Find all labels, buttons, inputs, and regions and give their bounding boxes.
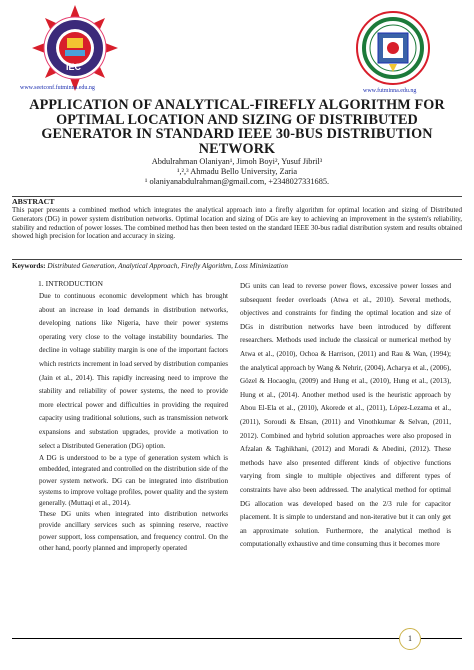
author-names: Abdulrahman Olaniyan¹, Jimoh Boyi², Yusuf Jibril³ xyxy=(151,157,323,166)
abstract-top-rule xyxy=(12,196,462,197)
left-column xyxy=(39,290,228,554)
abstract-bottom-rule xyxy=(12,259,462,260)
intro-paragraph-2: A DG is understood to be a type of generation system which is embedded, integrated and controlled on the distribution side of the power system network. DG can be integrated into distribution systems to improve voltage profiles, power quality and the system generally. (Muttaqi et al., 2014). xyxy=(39,454,228,507)
author-block xyxy=(20,157,454,187)
conference-url[interactable]: www.seetconf.futminna.edu.ng xyxy=(20,85,95,91)
university-url[interactable]: www.futminna.edu.ng xyxy=(363,88,417,94)
page-number: 1 xyxy=(399,628,421,650)
keywords-label: Keywords: xyxy=(12,262,46,270)
author-email: ¹ olaniyanabdulrahman@gmail.com, +2348027331685. xyxy=(144,177,330,186)
intro-paragraph-4: DG units can lead to reverse power flows, excessive power losses and subsequent feeder overloads (Atwa et al., 2010). Several methods, objectives and constraints for finding the optimal location and size of DGs in distribution networks have been introduced by different researchers. Methods used include the classical or numerical method by Atwa et al., (2010), Ochoa & Harrison, (2011) and Rau & Wan, (1994); the analytical approach by Wang & Nehrir, (2004), Acharya et al., (2006), Gözel & Hocaoglu, (2009) and Hung et al., (2010), Hung et al., (2013), Hung et al., (2014). Another method used is the heuristic approach by Abou El-Ela et al., (2010), Akorede et al., (2011), López-Lezama et al., (2011), Soroudi & Ehsan, (2011) and Vinothkumar & Selvan, (2011, 2012). Combined and hybrid solution approaches were also proposed in Afzalan & Taghikhani, (2012) and Moradi & Abedini, (2012). These methods have also presented different kinds of objective functions varying from single to multiple objectives and different types of constraints have also been addressed. The analytical method for optimal DG allocation was developed based on the 2/3 rule for capacitor placement. It is simple to understand and non-iterative but it can only get an approximate solution. Furthermore, the analytical method is computationally exhaustive and time consuming thus it becomes more xyxy=(240,282,451,549)
university-logo xyxy=(346,4,436,92)
author-affiliation: ¹,²,³ Ahmadu Bello University, Zaria xyxy=(176,167,298,176)
conference-logo xyxy=(30,4,120,92)
abstract-text: This paper presents a combined method which integrates the analytical approach into a firefly algorithm for optimal location and sizing of Distributed Generators (DG) in power system distribution networks. Optimal location and sizing of DGs are key to achieving an improvement in the system's reliability, stability and reduction of power losses. The combined method has then been tested on the standard IEEE 30-bus radial distribution system and results obtained showed high precision for location and accuracy in sizing. xyxy=(12,206,462,241)
paper-title: APPLICATION OF ANALYTICAL-FIREFLY ALGORITHM FOR OPTIMAL LOCATION AND SIZING OF DISTRIBUTED GENERATOR IN STANDARD IEEE 30-BUS DISTRIBUTION NETWORK xyxy=(29,97,445,157)
right-column xyxy=(240,280,451,552)
section-heading: 1. INTRODUCTION xyxy=(38,279,103,288)
iec-label: IEC xyxy=(66,62,82,72)
abstract-heading: ABSTRACT xyxy=(12,197,55,206)
intro-paragraph-3: These DG units when integrated into distribution networks provide ancillary services such as spinning reserve, reactive power support, loss compensation, and frequency control. On the other hand, poorly planned and improperly operated xyxy=(39,510,228,552)
keywords-value: Distributed Generation, Analytical Approach, Firefly Algorithm, Loss Minimization xyxy=(47,262,288,270)
keywords-line xyxy=(12,262,462,270)
footer-rule xyxy=(12,638,462,639)
intro-paragraph-1: Due to continuous economic development which has brought about an increase in load demands in distribution networks, developing nations like Nigeria, have their power systems operating very close to the voltage instability boundaries. The decline in voltage stability margin is one of the important factors which restricts increment in load served by distribution companies (Jain et al., 2014). This rapidly increasing need to improve the stability and reliability of power systems, the need to provide more electrical power and difficulties in providing the required capacity using traditional solutions, such as transmission network expansions and substation upgrades, provide a motivation to select a Distributed Generation (DG) option. xyxy=(39,292,228,450)
